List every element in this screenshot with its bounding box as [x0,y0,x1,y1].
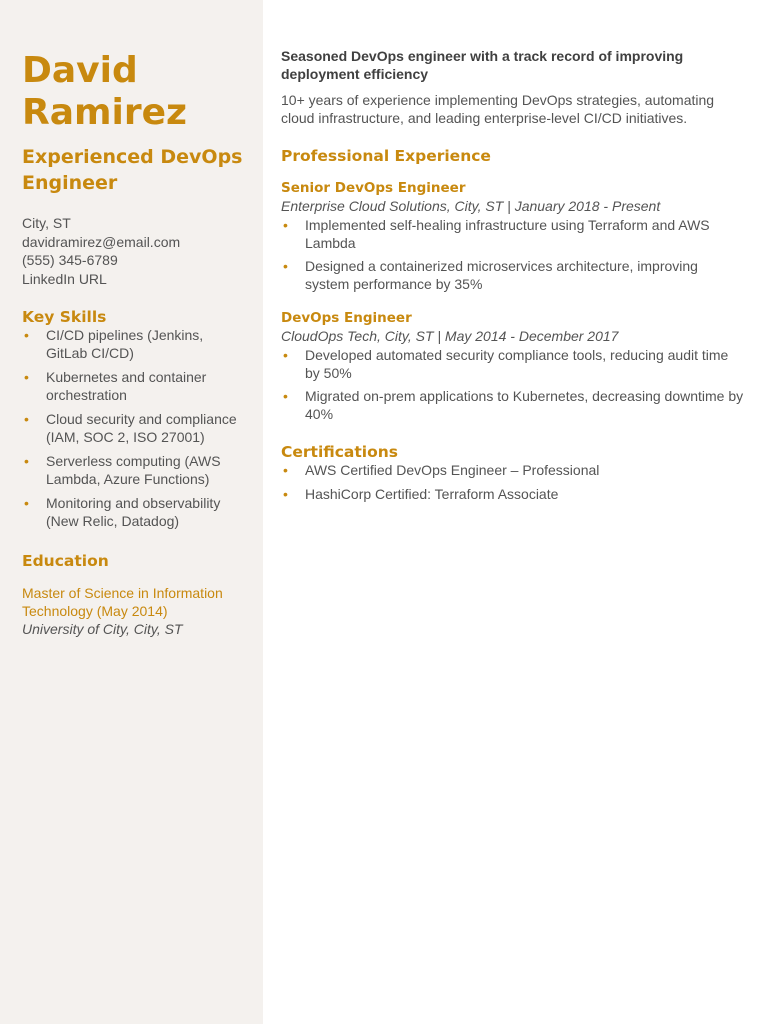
skill-item [22,452,244,488]
bullet-icon: • [283,347,288,363]
summary-title: Seasoned DevOps engineer with a track record of improving deployment efficiency [281,48,684,82]
skill-item [22,326,244,362]
summary-text: 10+ years of experience implementing DevOps strategies, automating cloud infrastructure, and leading enterprise-level CI/CD initiatives. [281,92,715,126]
job-bullet [281,257,745,293]
job-entry [281,309,745,423]
skill-text: Serverless computing (AWS Lambda, Azure Functions) [46,453,221,487]
skill-text: Monitoring and observability (New Relic, Datadog) [46,495,221,529]
job-title: DevOps Engineer [281,310,412,326]
skill-item [22,368,244,404]
bullet-icon: • [283,462,288,478]
job-bullet-text: Developed automated security compliance tools, reducing audit time by 50% [305,347,729,381]
skill-text: Cloud security and compliance (IAM, SOC 2, ISO 27001) [46,411,237,445]
contact-phone: (555) 345-6789 [22,252,118,268]
skill-text: Kubernetes and container orchestration [46,369,207,403]
certification-text: AWS Certified DevOps Engineer – Professional [305,462,600,478]
job-bullet-text: Migrated on-prem applications to Kubernetes, decreasing downtime by 40% [305,388,744,422]
education-degree: Master of Science in Information Technology (May 2014) [22,585,223,619]
job-bullet [281,216,745,252]
contact-location: City, ST [22,215,71,231]
bullet-icon: • [283,486,288,502]
certifications-list [281,461,745,503]
skills-list [22,326,244,530]
certifications-heading: Certifications [281,443,399,461]
job-bullet-text: Implemented self-healing infrastructure using Terraform and AWS Lambda [305,217,710,251]
certification-text: HashiCorp Certified: Terraform Associate [305,486,559,502]
job-title-headline: Experienced DevOps Engineer [22,146,243,194]
skill-text: CI/CD pipelines (Jenkins, GitLab CI/CD) [46,327,204,361]
name-first: David [22,50,138,91]
certification-item [281,485,745,503]
contact-info [22,214,244,288]
bullet-icon: • [24,327,29,343]
job-bullet [281,346,745,382]
bullet-icon: • [24,411,29,427]
sidebar [0,0,263,1024]
experience-heading: Professional Experience [281,147,491,165]
job-bullets [281,216,745,293]
job-bullet-text: Designed a containerized microservices architecture, improving system performance by 35% [305,258,698,292]
job-bullets [281,346,745,423]
job-meta: CloudOps Tech, City, ST | May 2014 - December 2017 [281,328,619,344]
skills-heading: Key Skills [22,308,107,326]
bullet-icon: • [24,453,29,469]
skill-item [22,494,244,530]
certification-item [281,461,745,479]
main-content [281,48,745,509]
bullet-icon: • [24,369,29,385]
job-entry [281,179,745,293]
job-meta: Enterprise Cloud Solutions, City, ST | January 2018 - Present [281,198,661,214]
contact-linkedin: LinkedIn URL [22,270,107,287]
education-heading: Education [22,552,109,570]
skill-item [22,410,244,446]
job-title: Senior DevOps Engineer [281,180,466,196]
candidate-name [22,50,244,134]
education-school: University of City, City, ST [22,621,183,637]
bullet-icon: • [283,217,288,233]
job-bullet [281,387,745,423]
name-last: Ramirez [22,92,187,133]
bullet-icon: • [283,258,288,274]
bullet-icon: • [24,495,29,511]
bullet-icon: • [283,388,288,404]
sidebar-content [22,50,244,638]
contact-email: davidramirez@email.com [22,233,181,250]
